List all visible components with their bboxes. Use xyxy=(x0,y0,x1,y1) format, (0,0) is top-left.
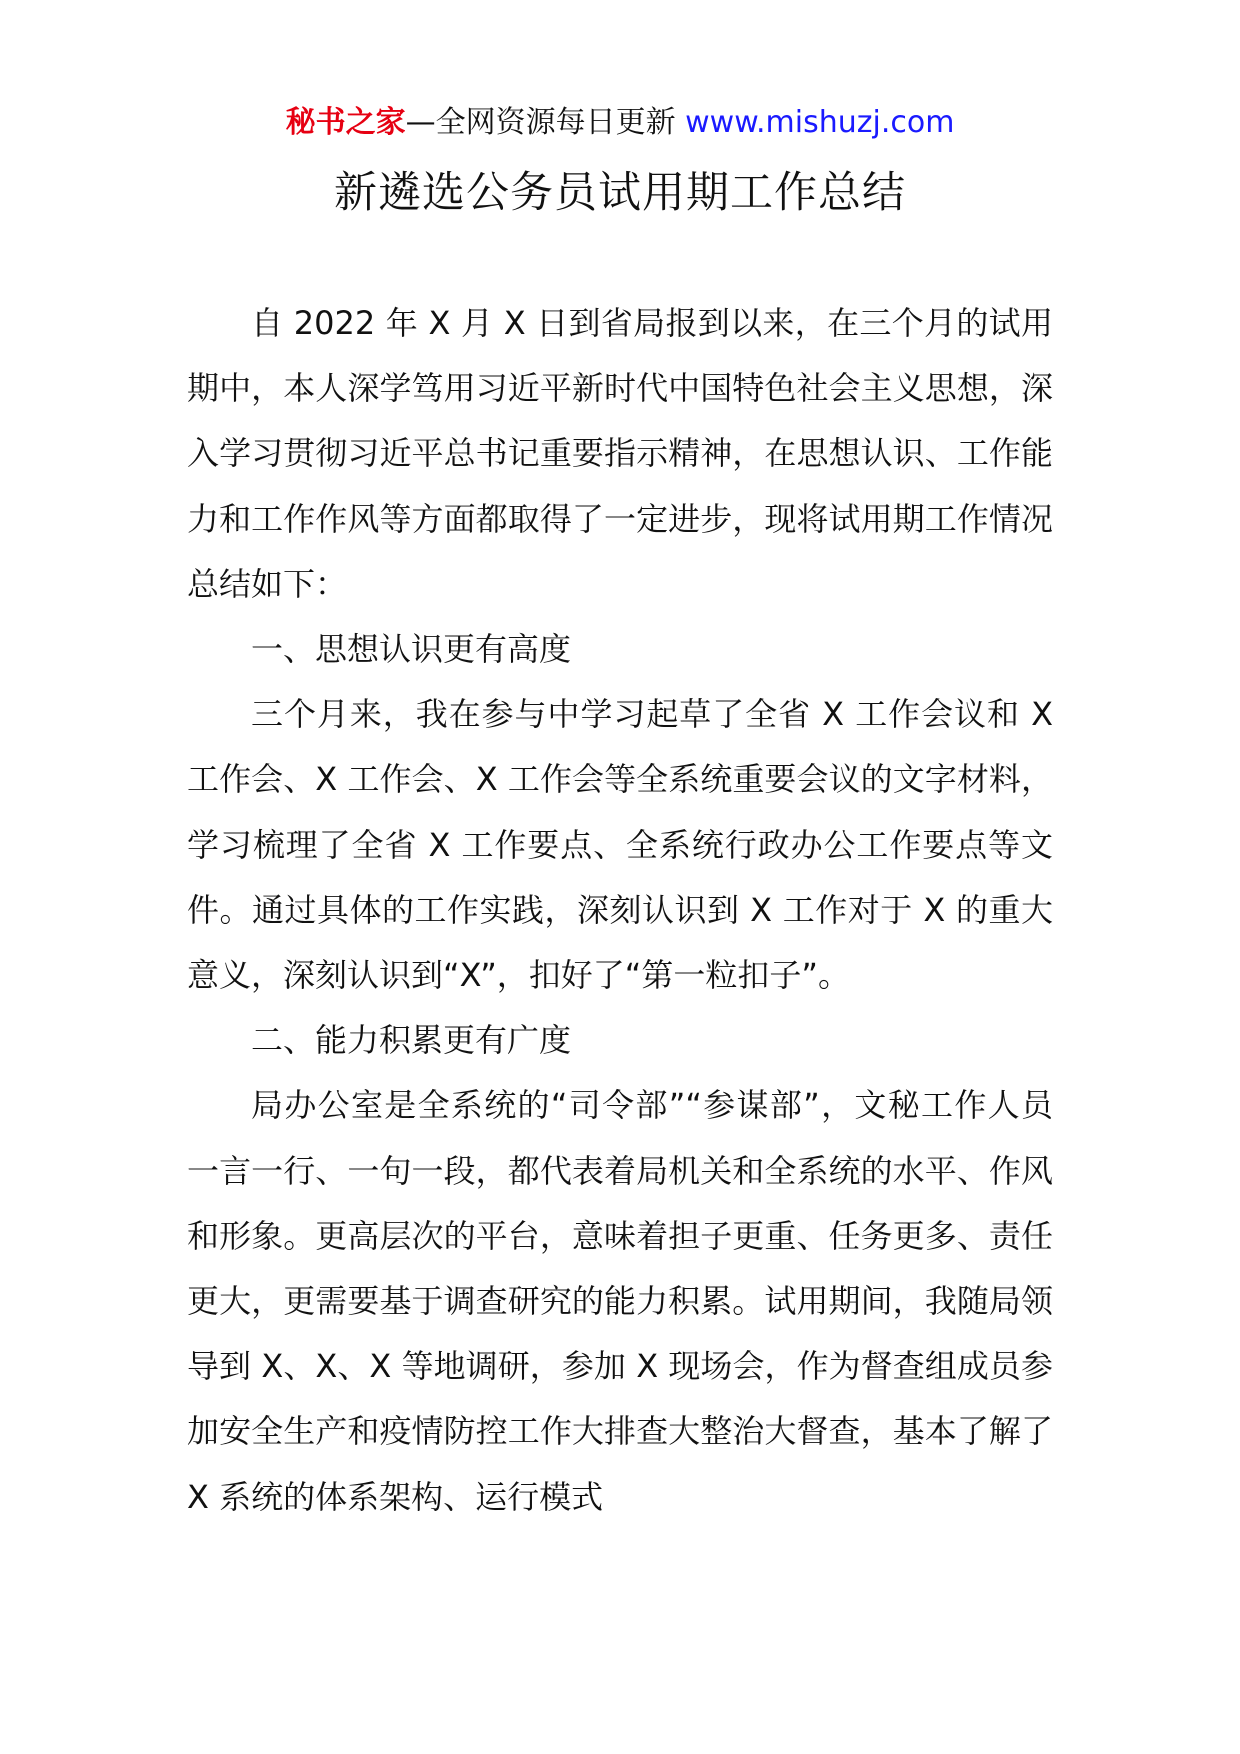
section-heading-2: 二、能力积累更有广度 xyxy=(251,1021,572,1060)
document-title: 新遴选公务员试用期工作总结 xyxy=(334,168,906,218)
document-body xyxy=(187,291,1053,1530)
site-url-link[interactable]: www.mishuzj.com xyxy=(685,105,955,140)
header-tagline: —全网资源每日更新 xyxy=(405,105,676,140)
section-paragraph-1: 三个月来，我在参与中学习起草了全省 X 工作会议和 X 工作会、X 工作会、X 工作会等全系统重要会议的文字材料，学习梳理了全省 X 工作要点、全系统行政办公工作要点等文件。通过具体的工作实践，深刻认识到 X 工作对于 X 的重大意义，深刻认识到“X”，扣好了“第一粒扣子”。 xyxy=(187,695,1053,995)
brand-name: 秘书之家 xyxy=(285,105,406,140)
intro-paragraph: 自 2022 年 X 月 X 日到省局报到以来，在三个月的试用期中，本人深学笃用习近平新时代中国特色社会主义思想，深入学习贯彻习近平总书记重要指示精神，在思想认识、工作能力和工作作风等方面都取得了一定进步，现将试用期工作情况总结如下： xyxy=(187,304,1053,603)
section-heading-1: 一、思想认识更有高度 xyxy=(251,630,572,669)
site-header xyxy=(0,103,1240,143)
section-paragraph-2: 局办公室是全系统的“司令部”“参谋部”，文秘工作人员一言一行、一句一段，都代表着局机关和全系统的水平、作风和形象。更高层次的平台，意味着担子更重、任务更多、责任更大，更需要基于调查研究的能力积累。试用期间，我随局领导到 X、X、X 等地调研，参加 X 现场会，作为督查组成员参加安全生产和疫情防控工作大排查大整治大督查，基本了解了 X 系统的体系架构、运行模式 xyxy=(187,1086,1053,1516)
